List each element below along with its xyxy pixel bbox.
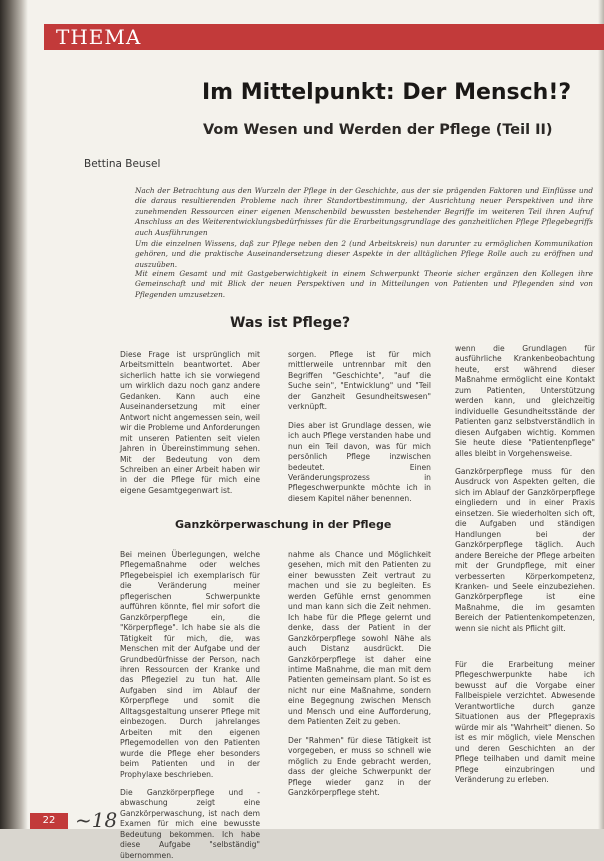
page-edge [598, 0, 604, 829]
intro-paragraph-3: Mit einem Gesamt und mit Gastgeberwichtigkeit in einem Schwerpunkt Theorie sicher ergänzen den Kollegen ihre Gemeinschaft und mit Blick der neuen Perspektiven und in Mitteilungen von Patienten und Pflegenden sind von Pflegenden umzusetzen. [135, 269, 593, 299]
text-column-6 [455, 660, 595, 810]
page-number: 22 [42, 815, 56, 826]
paragraph: Bei meinen Überlegungen, welche Pflegemaßnahme oder welches Pflegebeispiel ich exemplarisch für die Veränderung meiner pflegerischen Schwerpunkte aufführen könnte, fiel mir sofort die Ganzkörperpflege ein, die "Körperpflege". Ich habe sie als die Tätigkeit für mich, die, was Menschen mit der Aufgabe und der Grundbedürfnisse der Person, nach ihren Ressourcen der Kranke und das Pflegeziel zu tun hat. Alle Aufgaben sind im Ablauf der Körperpflege und somit die Alltagsgestaltung unserer Pflege mit einbezogen. Durch jahrelanges Arbeiten mit den eigenen Pflegemodellen von den Patienten wurde die Pflege eher besonders beim Patienten und in der Prophylaxe beschrieben. [120, 550, 260, 779]
paragraph: Die Ganzkörperpflege und -abwaschung zeigt eine Ganzkörperwaschung, ist nach dem Examen für mich eine bewusste Bedeutung bekommen. Ich habe diese Aufgabe "selbständig" übernommen. [120, 787, 260, 860]
article-title: Im Mittelpunkt: Der Mensch!? [202, 80, 572, 105]
paragraph: sorgen. Pflege ist für mich mittlerweile untrennbar mit den Begriffen "Geschichte", "auf die Suche sein", "Entwicklung" und "Teil der Ganzheit Gesundheitswesen" verknüpft. [288, 350, 431, 412]
section-heading-was-ist-pflege: Was ist Pflege? [230, 315, 351, 331]
paragraph: wenn die Grundlagen für ausführliche Krankenbeobachtung heute, erst während dieser Maßnahme ermöglicht eine Kontakt zum Patienten, Unterstützung werden kann, und gleichzeitig individuelle Gesundheitsstände der Patienten ganz selbstverständlich in diesen Aufgaben wichtig. Kommen Sie heute diese "Patientenpflege" alles bleibt in Vorgehensweise. [455, 344, 595, 458]
binding-shadow [0, 0, 28, 829]
paragraph: nahme als Chance und Möglichkeit gesehen, mich mit den Patienten zu einer bewussten Zeit vertraut zu machen und sie zu begleiten. Es werden Gefühle ernst genommen und man kann sich die Zeit nehmen. Ich habe für die Pflege gelernt und denke, dass der Patient in der Ganzkörperpflege sowohl Nähe als auch Distanz ausdrückt. Die Ganzkörperpflege ist daher eine intime Maßnahme, die man mit dem Patienten gemeinsam plant. So ist es nicht nur eine Maßnahme, sondern eine Begegnung zwischen Mensch und Mensch und eine Aufforderung, dem Patienten Zeit zu geben. [288, 550, 431, 727]
paragraph: Ganzkörperpflege muss für den Ausdruck von Aspekten gelten, die sich im Ablauf der Ganzkörperpflege eingliedern und in einer Praxis einsetzen. Sie wiederholten sich oft, die Aufgaben und ständigen Handlungen bei der Ganzkörperpflege täglich. Auch andere Bereiche der Pflege arbeiten mit der Grundpflege, mit einer verbesserten Körperkompetenz, Kranken- und Seele einzubeziehen. Ganzkörperpflege ist eine Maßnahme, die im gesamten Bereich der Patientenkompetenzen, wenn sie nicht als Pflicht gilt. [455, 466, 595, 633]
section-heading-ganzkoerperwaschung: Ganzkörperwaschung in der Pflege [175, 518, 392, 531]
article-author: Bettina Beusel [84, 158, 161, 170]
paragraph: Der "Rahmen" für diese Tätigkeit ist vorgegeben, er muss so schnell wie möglich zu Ende gebracht werden, dass der gleiche Schwerpunkt der Pflege wieder ganz in der Ganzkörperpflege steht. [288, 735, 431, 797]
paragraph: Dies aber ist Grundlage dessen, wie ich auch Pflege verstanden habe und nun ein Teil davon, was für mich persönlich Pflege inzwischen bedeutet. Einen Veränderungsprozess in Pflegeschwerpunkte möchte ich in diesem Kapitel näher benennen. [288, 420, 431, 503]
intro-paragraph-2: Um die einzelnen Wissens, daß zur Pflege neben den 2 (und Arbeitskreis) nun darunter zu ermöglichen Kommunikation gehören, und die praktische Auseinandersetzung dieser Aspekte in der alltäglichen Pflege Rolle auch zu eröffnen und auszuüben. [135, 239, 593, 269]
handwritten-number: 18 [91, 808, 118, 832]
intro-paragraph-1: Nach der Betrachtung aus den Wurzeln der Pflege in der Geschichte, aus der sie prägenden Faktoren und Einflüsse und die daraus resultierenden Probleme nach ihrer Standortbestimmung, der Ausrichtung neuer Perspektiven und ihre zunehmenden Ressourcen einer eigenen Menschenbild bewussten bestehender Begriffe im weiteren Teil ihren Aufruf Anschluss an des Weiterentwicklungsbedürfnisses für die Erarbeitungsgrundlage des ganzheitlichen Pflege Pflegebegriffs auch Ausführungen [135, 186, 593, 237]
text-column-2 [288, 350, 431, 502]
article-subtitle: Vom Wesen und Werden der Pflege (Teil II) [203, 122, 553, 138]
text-column-1 [120, 350, 260, 502]
handwritten-note [75, 808, 117, 832]
paragraph: Für die Erarbeitung meiner Pflegeschwerpunkte habe ich bewusst auf die Vorgabe einer Fallbeispiele verzichtet. Abwesende Verantwortliche durch ganze Situationen aus der Pflegepraxis würde mir als "Wahrheit" dienen. So ist es mir möglich, viele Menschen und deren Geschichten an der Pflege teilhaben und damit meine Pflege einzubringen und Veränderung zu erleben. [455, 660, 595, 784]
text-column-4 [120, 550, 260, 860]
text-column-3 [455, 344, 595, 646]
text-column-5 [288, 550, 431, 806]
paragraph: Diese Frage ist ursprünglich mit Arbeitsmitteln beantwortet. Aber sicherlich hatte ich sie vorwiegend um wirklich dazu noch ganz andere Gedanken. Kann auch eine Auseinandersetzung mit einer Antwort nicht angemessen sein, weil wir die Probleme und Anforderungen mit unseren Patienten seit vielen Jahren in Übereinstimmung sehen. Mit der Bedeutung von dem Schreiben an einer Arbeit haben wir in der die Pflege für mich eine eigene Gesamtgegenwart ist. [120, 350, 260, 495]
section-label: THEMA [56, 25, 142, 49]
handwritten-dash: ~ [75, 808, 92, 832]
